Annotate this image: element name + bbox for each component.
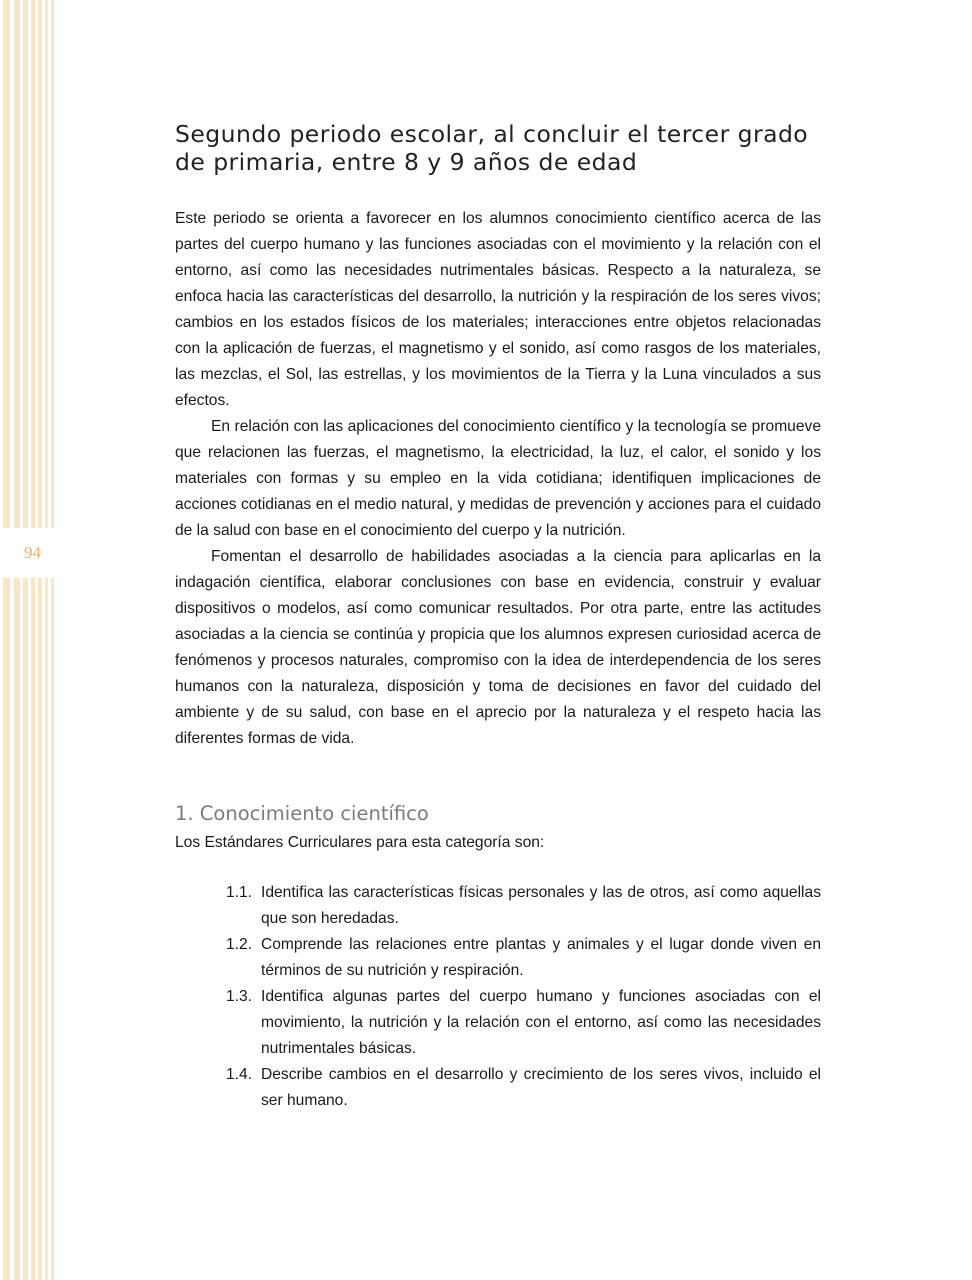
- page-title: Segundo periodo escolar, al concluir el tercer grado de primaria, entre 8 y 9 años de edad: [175, 120, 809, 176]
- margin-stripe: [51, 0, 54, 1280]
- standard-number: 1.4.: [226, 1066, 253, 1083]
- body-paragraph: En relación con las aplicaciones del conocimiento científico y la tecnología se promueve que relacionen las fuerzas, el magnetismo, la electricidad, la luz, el calor, el sonido y los materiales con formas y su empleo en la vida cotidiana; identifiquen implicaciones de acciones cotidianas en el medio natural, y medidas de prevención y acciones para el cuidado de la salud con base en el conocimiento del cuerpo y la nutrición.: [175, 418, 821, 539]
- standard-number: 1.3.: [226, 988, 253, 1005]
- margin-stripe: [3, 0, 10, 1280]
- standard-text: Describe cambios en el desarrollo y crecimiento de los seres vivos, incluido el ser humano.: [261, 1066, 821, 1109]
- standard-item: [175, 932, 821, 984]
- standard-text: Identifica las características físicas personales y las de otros, así como aquellas que son heredadas.: [261, 884, 821, 927]
- page-content: [175, 120, 821, 1114]
- margin-stripes: [0, 0, 60, 1280]
- margin-stripe: [23, 0, 28, 1280]
- standard-item: [175, 880, 821, 932]
- margin-stripe: [14, 0, 20, 1280]
- margin-stripe: [45, 0, 48, 1280]
- standard-item: [175, 984, 821, 1062]
- margin-stripe: [31, 0, 35, 1280]
- body-paragraph: Fomentan el desarrollo de habilidades asociadas a la ciencia para aplicarlas en la indagación científica, elaborar conclusiones con base en evidencia, construir y evaluar dispositivos o modelos, así como comunicar resultados. Por otra parte, entre las actitudes asociadas a la ciencia se continúa y propicia que los alumnos expresen curiosidad acerca de fenómenos y procesos naturales, compromiso con la idea de interdependencia de los seres humanos con la naturaleza, disposición y toma de decisiones en favor del cuidado del ambiente y de su salud, con base en el aprecio por la naturaleza y el respeto hacia las diferentes formas de vida.: [175, 548, 821, 747]
- section-intro: Los Estándares Curriculares para esta categoría son:: [175, 834, 545, 851]
- standard-text: Comprende las relaciones entre plantas y animales y el lugar donde viven en términos de su nutrición y respiración.: [261, 936, 821, 979]
- page-number: 94: [24, 543, 41, 562]
- standard-number: 1.1.: [226, 884, 253, 901]
- standard-item: [175, 1062, 821, 1114]
- body-paragraph: Este periodo se orienta a favorecer en los alumnos conocimiento científico acerca de las partes del cuerpo humano y las funciones asociadas con el movimiento y la relación con el entorno, así como las necesidades nutrimentales básicas. Respecto a la naturaleza, se enfoca hacia las características del desarrollo, la nutrición y la respiración de los seres vivos; cambios en los estados físicos de los materiales; interacciones entre objetos relacionadas con la aplicación de fuerzas, el magnetismo y el sonido, así como rasgos de los materiales, las mezclas, el Sol, las estrellas, y los movimientos de la Tierra y la Luna vinculados a sus efectos.: [175, 210, 821, 409]
- standards-list: [175, 880, 821, 1114]
- section-heading: 1. Conocimiento científico: [175, 802, 429, 825]
- margin-stripe: [38, 0, 42, 1280]
- standard-text: Identifica algunas partes del cuerpo humano y funciones asociadas con el movimiento, la nutrición y la relación con el entorno, así como las necesidades nutrimentales básicas.: [261, 988, 821, 1057]
- standard-number: 1.2.: [226, 936, 253, 953]
